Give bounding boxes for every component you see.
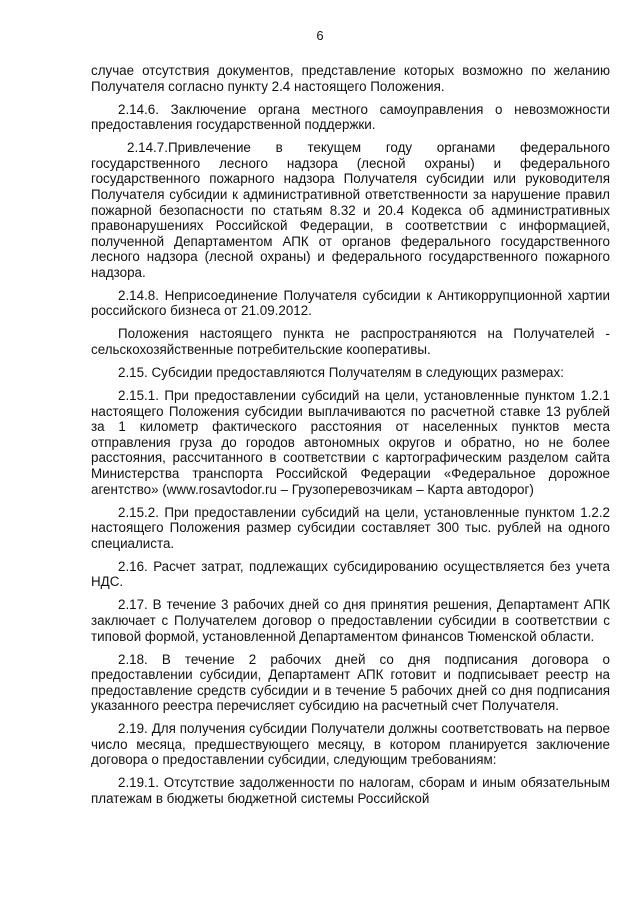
paragraph-2-17: 2.17. В течение 3 рабочих дней со дня принятия решения, Департамент АПК заключает с Получателем договор о предоставлении субсидии в соответствии с типовой формой, установленной Департаментом финансов Тюменской области. [91, 597, 610, 644]
paragraph-2-15: 2.15. Субсидии предоставляются Получателям в следующих размерах: [118, 365, 564, 381]
paragraph-2-15-2: 2.15.2. При предоставлении субсидий на цели, установленные пунктом 1.2.2 настоящего Положения размер субсидии составляет 300 тыс. рублей на одного специалиста. [91, 504, 610, 551]
document-body [91, 63, 610, 814]
paragraph-2-18: 2.18. В течение 2 рабочих дней со дня подписания договора о предоставлении субсидии, Департамент АПК готовит и подписывает реестр на предоставление средств субсидии и в течение 5 рабочих дней со дня подписания указанного реестра перечисляет субсидию на расчетный счет Получателя. [91, 651, 610, 714]
paragraph-2-19-1: 2.19.1. Отсутствие задолженности по налогам, сборам и иным обязательным платежам в бюджеты бюджетной системы Российской [91, 775, 610, 807]
paragraph-exception-note: Положения настоящего пункта не распространяются на Получателей - сельскохозяйственные потребительские кооперативы. [91, 326, 610, 358]
paragraph-2-19: 2.19. Для получения субсидии Получатели должны соответствовать на первое число месяца, предшествующего месяцу, в котором планируется заключение договора о предоставлении субсидии, следующим требованиям: [91, 721, 610, 768]
paragraph-2-15-1: 2.15.1. При предоставлении субсидий на цели, установленные пунктом 1.2.1 настоящего Положения субсидии выплачиваются по расчетной ставке 13 рублей за 1 километр фактического расстояния от населенных пунктов места отправления груза до городов автономных округов и обратно, но не более расстояния, рассчитанного в соответствии с картографическим разделом сайта Министерства транспорта Российской Федерации «Федеральное дорожное агентство» (www.rosavtodor.ru – Грузоперевозчикам – Карта автодорог) [91, 388, 610, 497]
paragraph-2-16: 2.16. Расчет затрат, подлежащих субсидированию осуществляется без учета НДС. [91, 558, 610, 590]
paragraph-2-14-8: 2.14.8. Неприсоединение Получателя субсидии к Антикоррупционной хартии российского бизнеса от 21.09.2012. [91, 287, 610, 319]
paragraph-continuation: случае отсутствия документов, представление которых возможно по желанию Получателя согласно пункту 2.4 настоящего Положения. [91, 63, 610, 94]
page-number: 6 [316, 28, 324, 43]
paragraph-2-14-6: 2.14.6. Заключение органа местного самоуправления о невозможности предоставления государственной поддержки. [91, 101, 610, 133]
paragraph-2-14-7: 2.14.7.Привлечение в текущем году органами федерального государственного лесного надзора (лесной охраны) и федерального государственного пожарного надзора Получателя субсидии или руководителя Получателя субсидии к административной ответственности за нарушение правил пожарной безопасности по статьям 8.32 и 20.4 Кодекса об административных правонарушениях Российской Федерации, в соответствии с информацией, полученной Департаментом АПК от органов федерального государственного лесного надзора (лесной охраны) и федерального государственного пожарного надзора. [91, 140, 610, 280]
